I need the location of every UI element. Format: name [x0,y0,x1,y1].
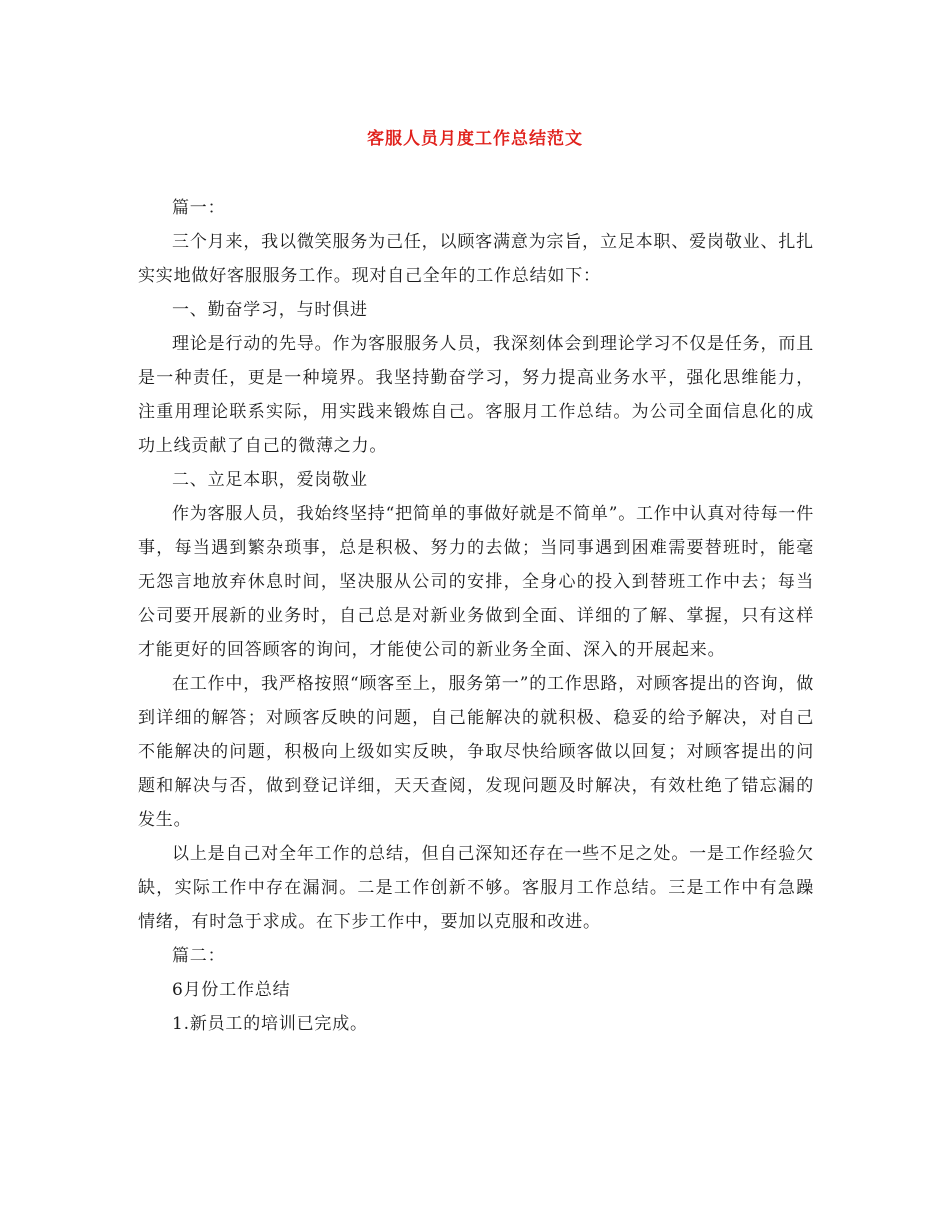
paragraph-heading-duty: 二、立足本职，爱岗敬业 [172,470,368,490]
paragraph-shortcomings: 以上是自己对全年工作的总结，但自己深知还存在一些不足之处。一是工作经验欠缺，实际工作中存在漏洞。二是工作创新不够。客服月工作总结。三是工作中有急躁情绪，有时急于求成。在下步工作中，要加以克服和改进。 [138,844,814,932]
paragraph-duty: 作为客服人员，我始终坚持“把简单的事做好就是不简单”。工作中认真对待每一件事，每当遇到繁杂琐事，总是积极、努力的去做；当同事遇到困难需要替班时，能毫无怨言地放弃休息时间，坚决服从公司的安排，全身心的投入到替班工作中去；每当公司要开展新的业务时，自己总是对新业务做到全面、详细的了解、掌握，只有这样才能更好的回答顾客的询问，才能使公司的新业务全面、深入的开展起来。 [138,504,814,660]
paragraph-theory: 理论是行动的先导。作为客服服务人员，我深刻体会到理论学习不仅是任务，而且是一种责任，更是一种境界。我坚持勤奋学习，努力提高业务水平，强化思维能力，注重用理论联系实际，用实践来锻炼自己。客服月工作总结。为公司全面信息化的成功上线贡献了自己的微薄之力。 [138,334,814,456]
document-title: 客服人员月度工作总结范文 [367,129,583,149]
paragraph-june-summary: 6月份工作总结 [172,980,291,1000]
paragraph-intro: 三个月来，我以微笑服务为己任，以顾客满意为宗旨，立足本职、爱岗敬业、扎扎实实地做好客服服务工作。现对自己全年的工作总结如下： [138,232,814,286]
paragraph-customer-service: 在工作中，我严格按照“顾客至上，服务第一”的工作思路，对顾客提出的咨询，做到详细的解答；对顾客反映的问题，自己能解决的就积极、稳妥的给予解决，对自己不能解决的问题，积极向上级如实反映，争取尽快给顾客做以回复；对顾客提出的问题和解决与否，做到登记详细，天天查阅，发现问题及时解决，有效杜绝了错忘漏的发生。 [138,674,814,830]
paragraph-section-one-heading: 篇一： [172,198,226,218]
paragraph-section-two-heading: 篇二： [172,946,226,966]
paragraph-heading-study: 一、勤奋学习，与时俱进 [172,300,368,320]
paragraph-training-item: 1.新员工的培训已完成。 [172,1014,368,1034]
document-body [138,191,814,1041]
